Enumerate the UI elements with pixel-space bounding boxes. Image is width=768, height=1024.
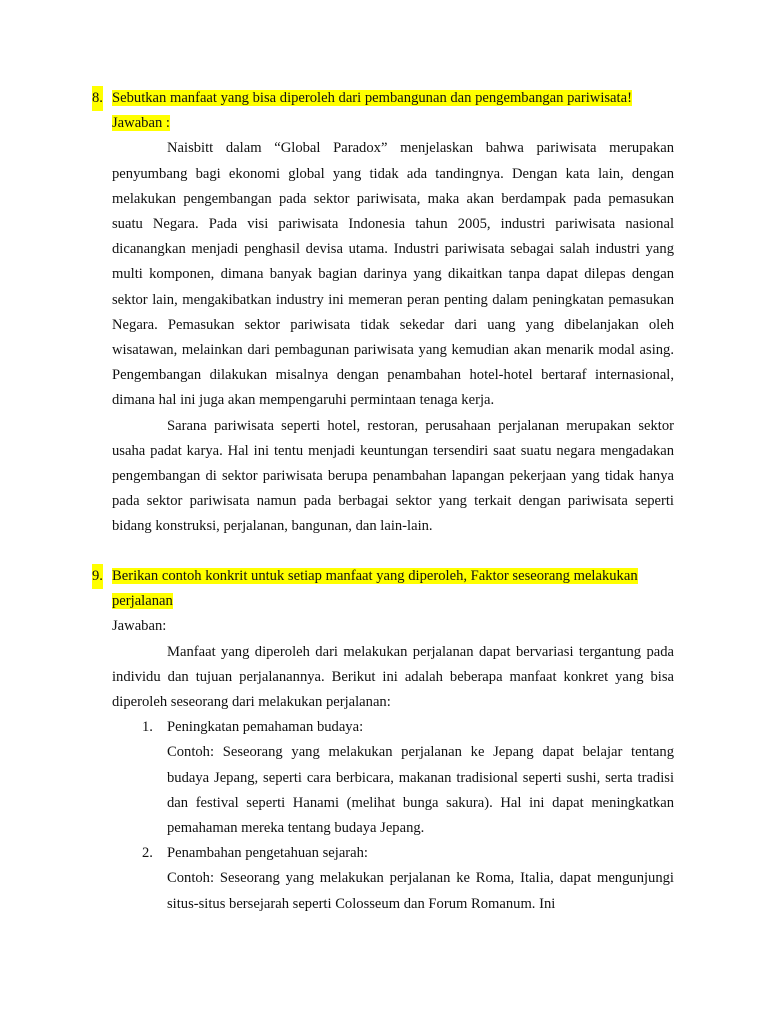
list-item-number: 2. [142, 845, 153, 862]
question-8-number: 8. [92, 86, 103, 111]
answer-9-intro: Manfaat yang diperoleh dari melakukan perjalanan dapat bervariasi tergantung pada individu dan tujuan perjalanannya. Berikut ini adalah beberapa manfaat konkret yang bisa diperoleh seseorang dari melakukan perjalanan: [112, 643, 674, 711]
list-item [92, 715, 674, 841]
list-item-number: 1. [142, 719, 153, 736]
list-item-title: Peningkatan pemahaman budaya: [167, 719, 364, 736]
answer-8-paragraph-1: Naisbitt dalam “Global Paradox” menjelaskan bahwa pariwisata merupakan penyumbang bagi ekonomi global yang tidak ada tandingnya. Dengan kata lain, dengan melakukan pengembangan pada sektor pariwisata, maka akan berdampak pada pemasukan suatu Negara. Pada visi pariwisata Indonesia tahun 2005, industri pariwisata nasional dicanangkan menjadi penghasil devisa utama. Industri pariwisata sebagai salah industri yang multi komponen, dimana banyak bagian darinya yang dikaitkan tanpa dapat dilepas dengan sektor lain, mengakibatkan industry ini memeran peran penting dalam peningkatan pemasukan Negara. Pemasukan sektor pariwisata tidak sekedar dari uang yang dibelanjakan oleh wisatawan, melainkan dari pembagunan pariwisata yang kemudian akan menarik modal asing. Pengembangan dilakukan misalnya dengan penambahan hotel-hotel bertaraf internasional, dimana hal ini juga akan mempengaruhi permintaan tenaga kerja. [112, 140, 674, 409]
list-item-example: Contoh: Seseorang yang melakukan perjalanan ke Jepang dapat belajar tentang budaya Jepang, seperti cara berbicara, makanan tradisional seperti sushi, serta tradisi dan festival seperti Hanami (melihat bunga sakura). Hal ini dapat meningkatkan pemahaman mereka tentang budaya Jepang. [167, 744, 674, 837]
answer-8-label: Jawaban : [112, 115, 170, 132]
question-8 [92, 86, 674, 111]
list-item-title: Penambahan pengetahuan sejarah: [167, 845, 368, 862]
list-item [92, 841, 674, 917]
benefit-list [92, 715, 674, 917]
question-9-text: Berikan contoh konkrit untuk setiap manfaat yang diperoleh, Faktor seseorang melakukan perjalanan [112, 568, 638, 610]
answer-9-label: Jawaban: [112, 618, 167, 635]
list-item-example: Contoh: Seseorang yang melakukan perjalanan ke Roma, Italia, dapat mengunjungi situs-situs bersejarah seperti Colosseum dan Forum Romanum. Ini [167, 870, 674, 912]
answer-8-paragraph-2: Sarana pariwisata seperti hotel, restoran, perusahaan perjalanan merupakan sektor usaha padat karya. Hal ini tentu menjadi keuntungan tersendiri saat suatu negara mengadakan pengembangan di sektor pariwisata berupa penambahan lapangan pekerjaan yang tidak hanya pada sektor pariwisata namun pada berbagai sektor yang terkait dengan pariwisata seperti bidang konstruksi, perjalanan, bangunan, dan lain-lain. [112, 417, 674, 535]
question-8-text: Sebutkan manfaat yang bisa diperoleh dari pembangunan dan pengembangan pariwisata! [112, 90, 632, 106]
question-8-section [92, 86, 674, 540]
question-9-number: 9. [92, 564, 103, 589]
question-9-section [92, 564, 674, 917]
answer-8-label-row [92, 111, 674, 136]
question-9 [92, 564, 674, 614]
